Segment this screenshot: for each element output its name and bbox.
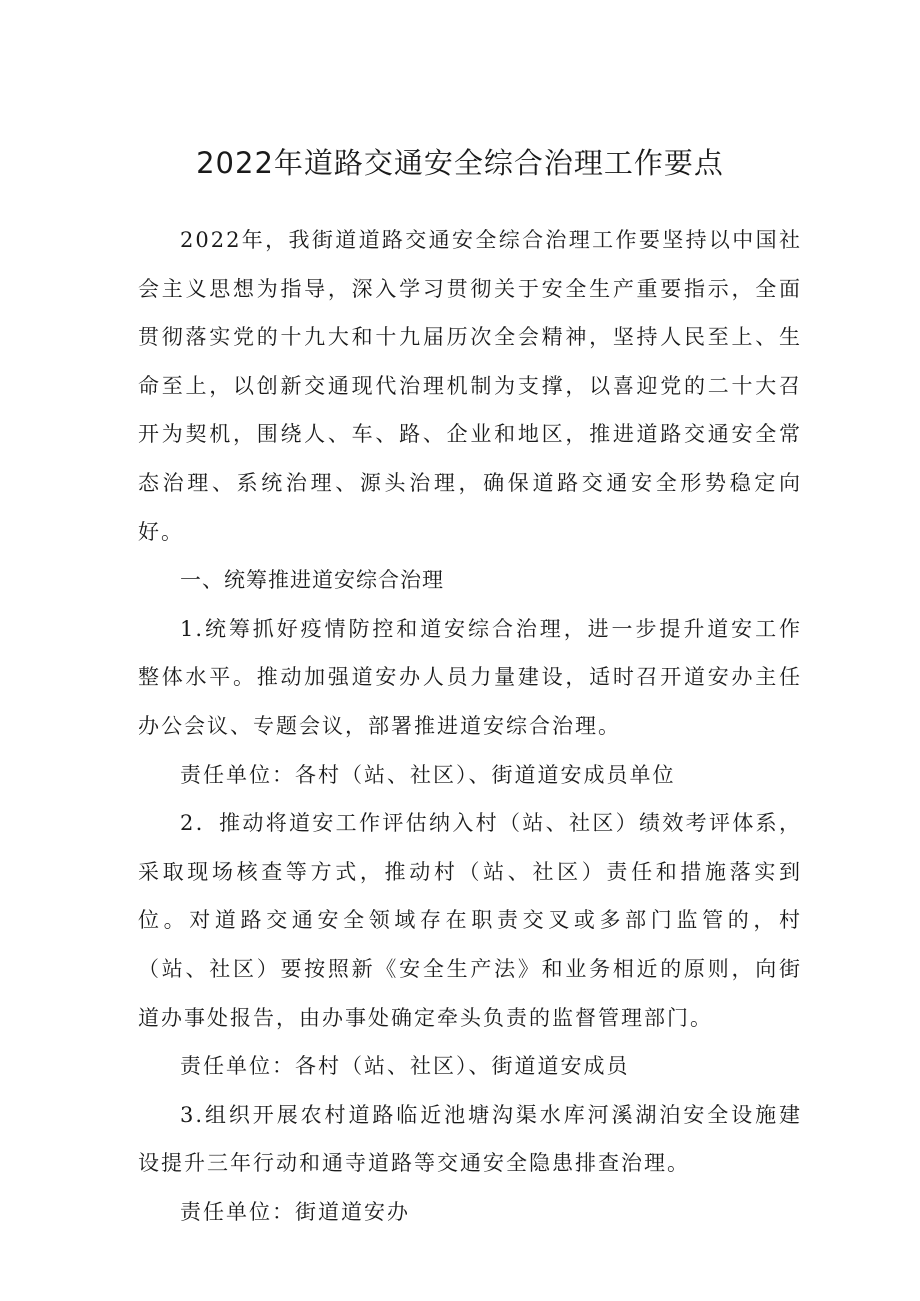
item-3-responsibility: 责任单位：街道道安办: [180, 1199, 410, 1224]
section-heading: 一、统筹推进道安综合治理: [180, 568, 444, 593]
intro-paragraph: 2022年，我街道道路交通安全综合治理工作要坚持以中国社会主义思想为指导，深入学习贯彻关于安全生产重要指示，全面贯彻落实党的十九大和十九届历次全会精神，坚持人民至上、生命至上，以创新交通现代治理机制为支撑，以喜迎党的二十大召开为契机，围绕人、车、路、企业和地区，推进道路交通安全常态治理、系统治理、源头治理，确保道路交通安全形势稳定向好。: [138, 228, 802, 544]
item-3-paragraph: 3.组织开展农村道路临近池塘沟渠水库河溪湖泊安全设施建设提升三年行动和通寺道路等交通安全隐患排查治理。: [138, 1102, 802, 1176]
item-1-paragraph: 1.统筹抓好疫情防控和道安综合治理，进一步提升道安工作整体水平。推动加强道安办人员力量建设，适时召开道安办主任办公会议、专题会议，部署推进道安综合治理。: [138, 616, 802, 738]
document-body: [138, 216, 802, 1236]
item-2-paragraph: 2．推动将道安工作评估纳入村（站、社区）绩效考评体系，采取现场核查等方式，推动村（站、社区）责任和措施落实到位。对道路交通安全领域存在职责交叉或多部门监管的，村（站、社区）要按照新《安全生产法》和业务相近的原则，向街道办事处报告，由办事处确定牵头负责的监督管理部门。: [138, 811, 802, 1030]
item-2-responsibility: 责任单位：各村（站、社区）、街道道安成员: [180, 1054, 630, 1079]
document-title: 2022年道路交通安全综合治理工作要点: [196, 146, 724, 180]
item-1-responsibility: 责任单位：各村（站、社区）、街道道安成员单位: [180, 762, 676, 787]
